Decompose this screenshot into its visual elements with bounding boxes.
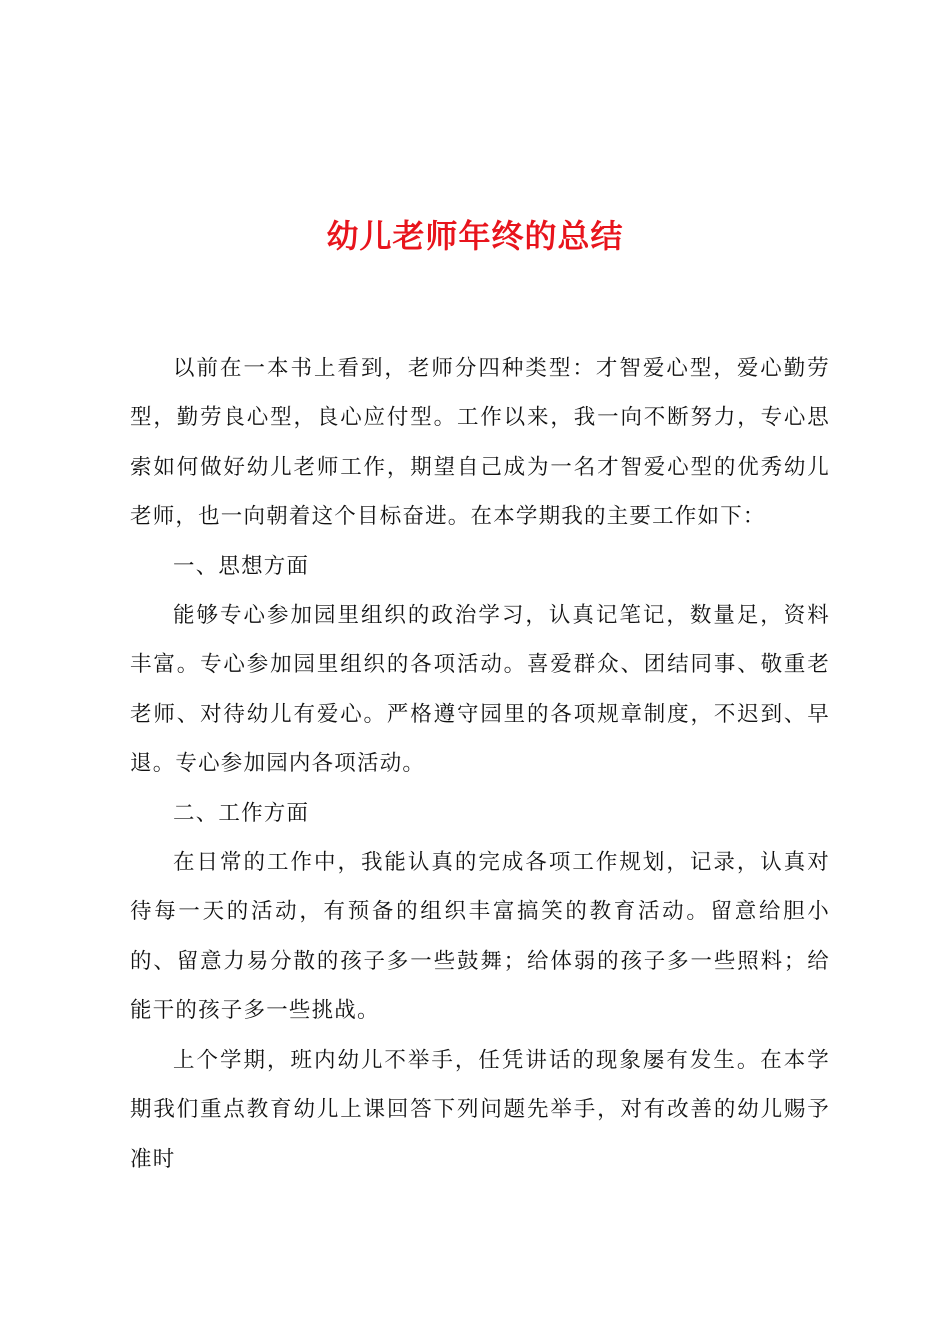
section-heading-work: 二、工作方面 (173, 800, 310, 826)
thought-paragraph: 能够专心参加园里组织的政治学习，认真记笔记，数量足，资料丰富。专心参加园里组织的各项活动。喜爱群众、团结同事、敬重老老师、对待幼儿有爱心。严格遵守园里的各项规章制度，不迟到、早退。专心参加园内各项活动。 (130, 603, 830, 777)
document-body (130, 344, 830, 1184)
work-paragraph: 在日常的工作中，我能认真的完成各项工作规划，记录，认真对待每一天的活动，有预备的组织丰富搞笑的教育活动。留意给胆小的、留意力易分散的孩子多一些鼓舞；给体弱的孩子多一些照料；给能干的孩子多一些挑战。 (130, 850, 830, 1024)
intro-paragraph: 以前在一本书上看到，老师分四种类型：才智爱心型，爱心勤劳型，勤劳良心型，良心应付型。工作以来，我一向不断努力，专心思索如何做好幼儿老师工作，期望自己成为一名才智爱心型的优秀幼儿老师，也一向朝着这个目标奋进。在本学期我的主要工作如下： (130, 356, 830, 530)
last-term-paragraph: 上个学期，班内幼儿不举手，任凭讲话的现象屡有发生。在本学期我们重点教育幼儿上课回答下列问题先举手，对有改善的幼儿赐予准时 (130, 1047, 830, 1172)
section-heading-thought: 一、思想方面 (173, 553, 310, 579)
document-title: 幼儿老师年终的总结 (326, 217, 624, 255)
